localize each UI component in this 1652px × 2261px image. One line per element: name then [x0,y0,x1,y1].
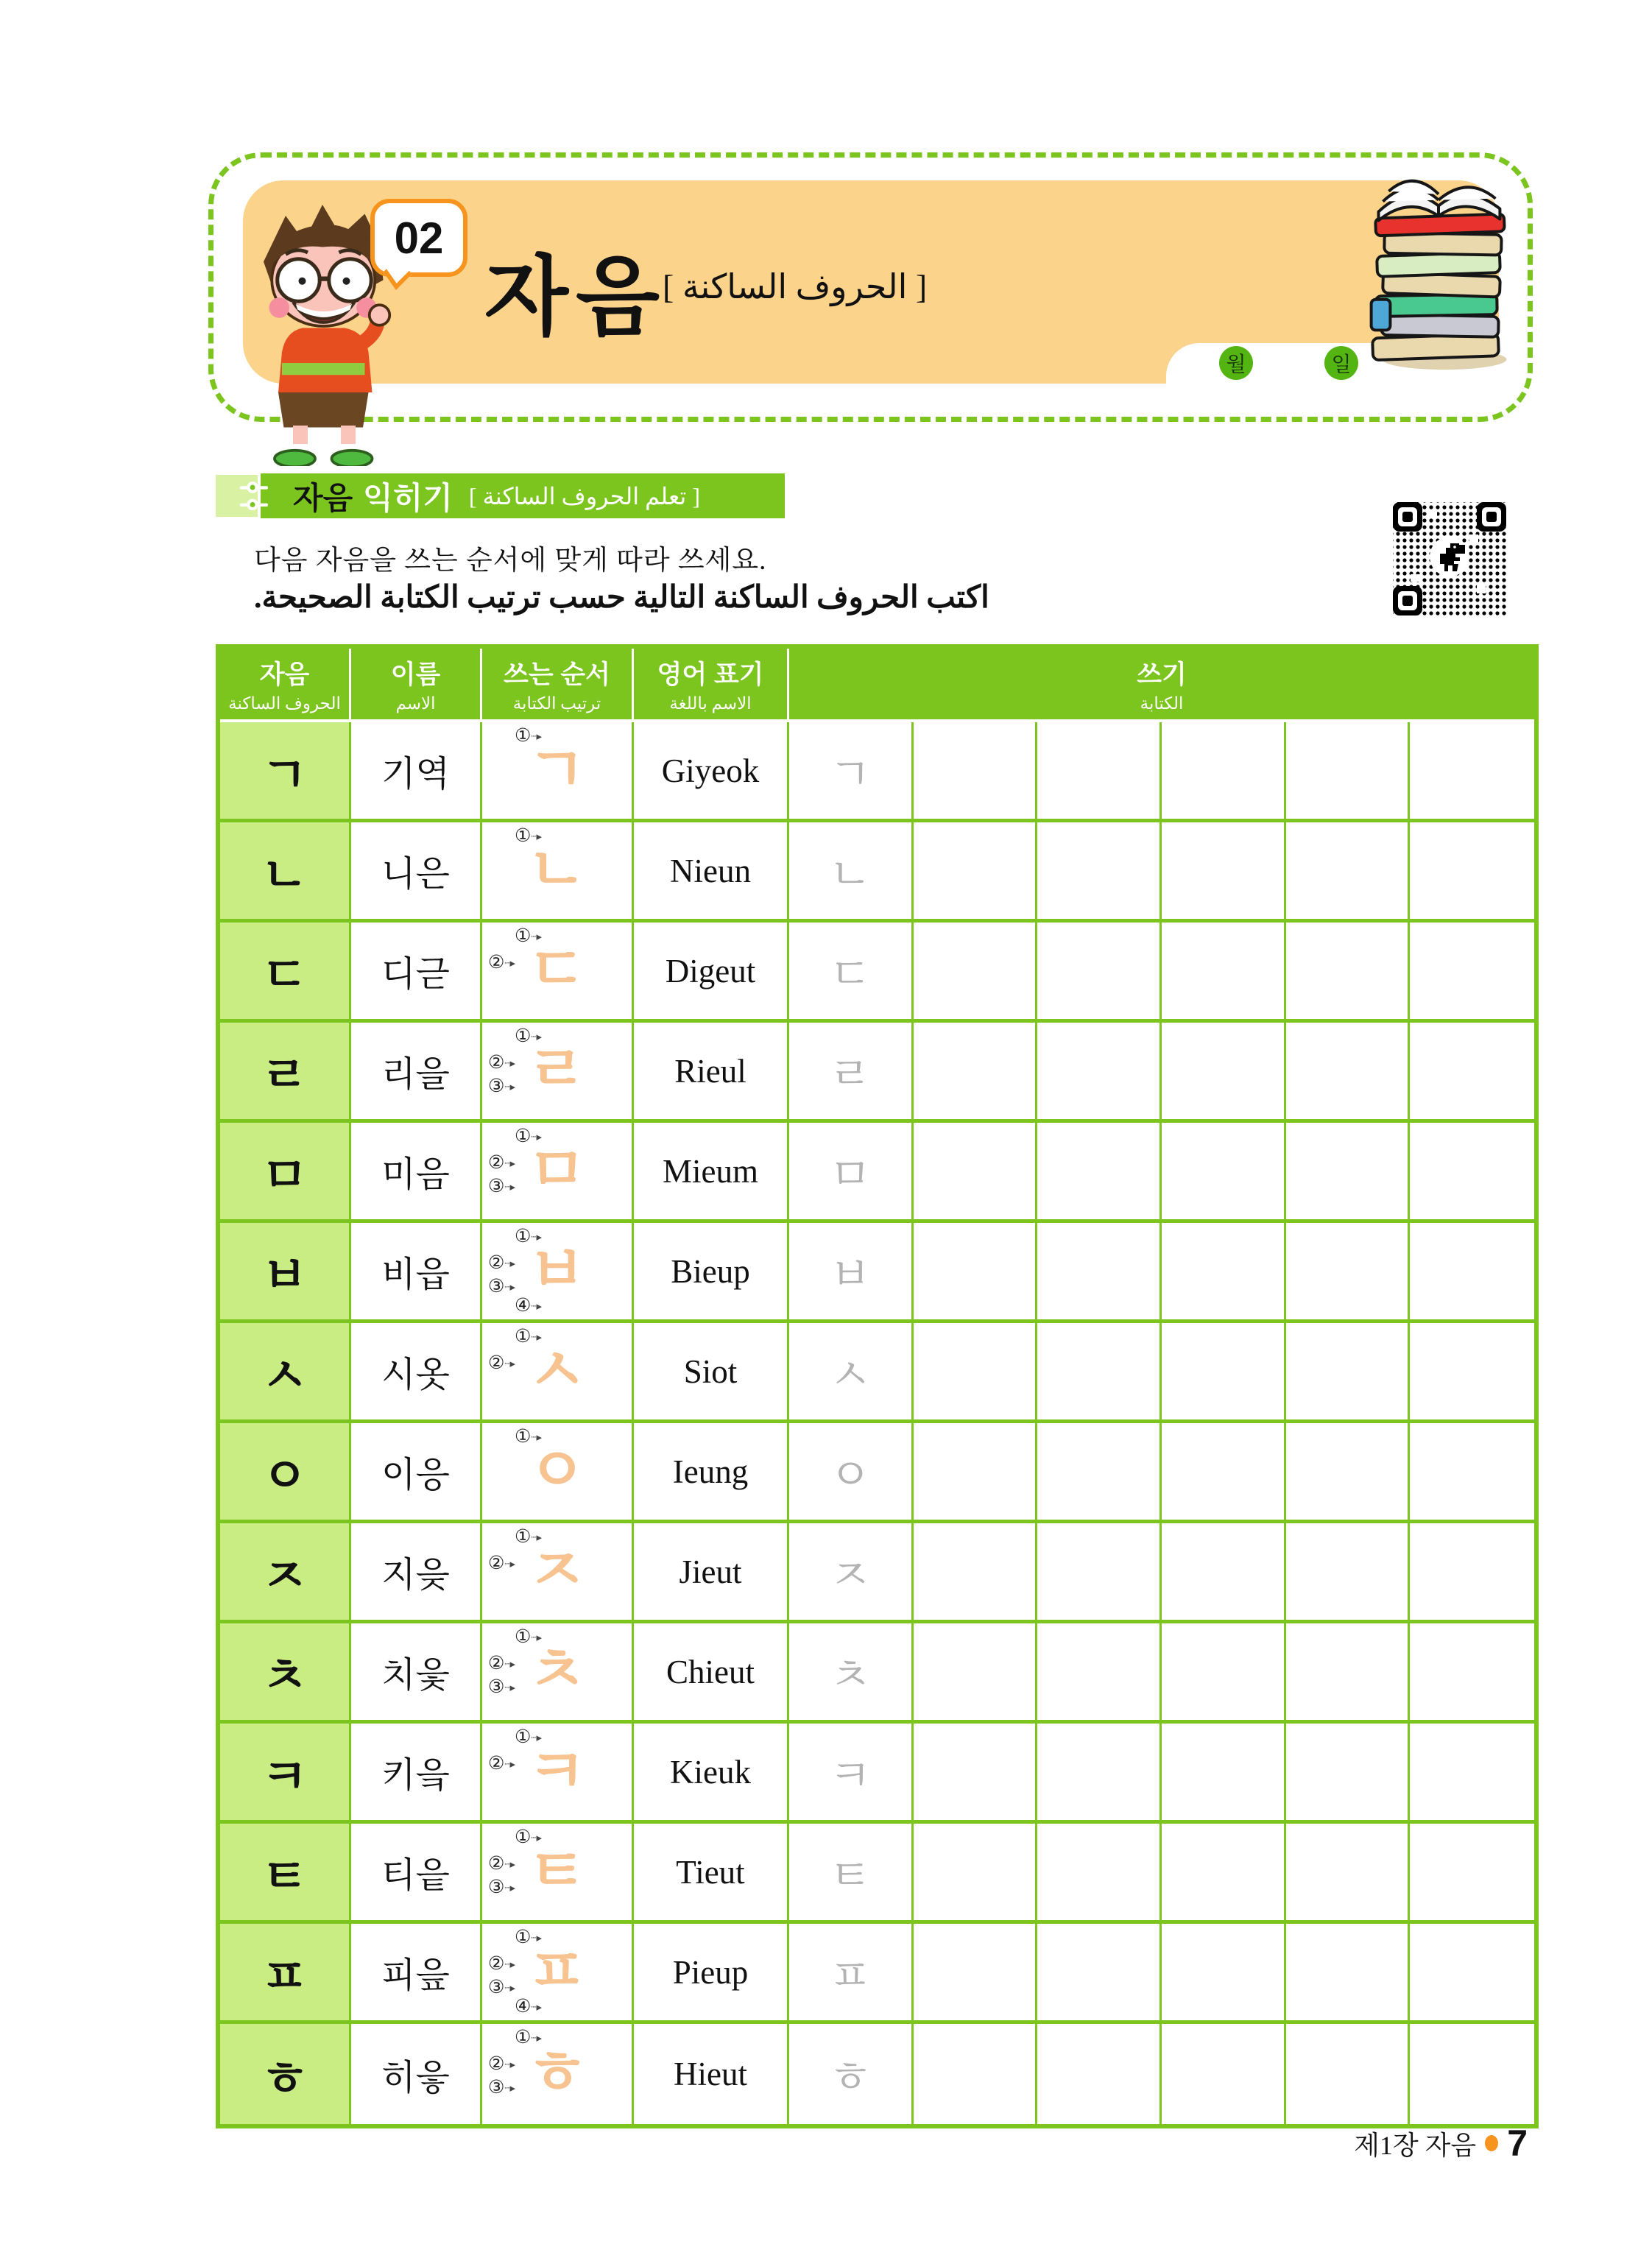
practice-cell [1162,722,1286,822]
practice-cell [1037,1924,1162,2024]
practice-cell [914,923,1038,1023]
stroke-number: ④ ┈▸ [515,1997,540,2016]
name-cell: 히읗 [351,2024,482,2124]
header-ko: 이름 [390,660,441,689]
stroke-number: ② ┈▸ [488,953,514,972]
practice-cell [1410,822,1534,923]
practice-cell [1162,1223,1286,1323]
practice-cell [914,1423,1038,1523]
name-cell: 시옷 [351,1323,482,1423]
name-cell: 니은 [351,822,482,923]
english-cell: Nieun [634,822,789,923]
stroke-number: ① ┈▸ [515,1327,540,1346]
stroke-order-glyph: ㅊ [526,1637,587,1706]
name-cell: 티읕 [351,1824,482,1924]
header-ko: 영어 표기 [657,660,764,689]
consonant-cell: ㄷ [220,923,351,1023]
stroke-number: ② ┈▸ [488,1654,514,1673]
instruction-korean: 다음 자음을 쓰는 순서에 맞게 따라 쓰세요. [254,546,767,576]
practice-cell-trace: ㄱ [789,722,914,822]
practice-cell [1037,1623,1162,1724]
stroke-number: ① ┈▸ [515,1428,540,1446]
practice-cell-trace: ㅈ [789,1523,914,1623]
practice-cell [1410,1023,1534,1123]
consonant-cell: ㅅ [220,1323,351,1423]
practice-cell [1410,1123,1534,1223]
stroke-order-cell [482,1924,634,2024]
page-footer [1178,2122,1528,2165]
stroke-number: ② ┈▸ [488,1154,514,1172]
practice-cell [1162,1623,1286,1724]
stroke-number: ① ┈▸ [515,1227,540,1246]
name-cell: 치읓 [351,1623,482,1724]
stroke-number: ① ┈▸ [515,1728,540,1746]
practice-cell [1162,2024,1286,2124]
stroke-number: ② ┈▸ [488,1955,514,1973]
stroke-number: ① ┈▸ [515,927,540,945]
practice-cell [1037,722,1162,822]
practice-cell [1162,923,1286,1023]
name-cell: 디귿 [351,923,482,1023]
practice-cell-trace: ㄹ [789,1023,914,1123]
practice-cell-trace: ㅅ [789,1323,914,1423]
practice-cell-trace: ㄷ [789,923,914,1023]
stroke-number: ② ┈▸ [488,1554,514,1573]
english-cell: Mieum [634,1123,789,1223]
stroke-order-cell [482,1223,634,1323]
english-cell: Pieup [634,1924,789,2024]
consonant-cell: ㅈ [220,1523,351,1623]
practice-cell [1162,1123,1286,1223]
practice-cell-trace: ㄴ [789,822,914,923]
practice-cell [1286,1123,1411,1223]
practice-cell [1286,1423,1411,1523]
practice-cell [1410,1623,1534,1724]
stroke-order-cell [482,1023,634,1123]
english-cell: Chieut [634,1623,789,1724]
practice-cell-trace: ㅇ [789,1423,914,1523]
practice-cell-trace: ㅌ [789,1824,914,1924]
practice-cell [1162,822,1286,923]
practice-cell-trace: ㅋ [789,1724,914,1824]
stroke-number: ① ┈▸ [515,2028,540,2047]
stroke-order-cell [482,1724,634,1824]
practice-cell [1410,1323,1534,1423]
name-cell: 리을 [351,1023,482,1123]
stroke-number: ① ┈▸ [515,827,540,845]
lesson-number-badge: 02 [370,199,467,277]
consonant-table [216,644,1539,2128]
consonant-cell: ㅇ [220,1423,351,1523]
practice-cell [1286,1523,1411,1623]
stroke-number: ③ ┈▸ [488,1177,514,1196]
practice-cell [1410,2024,1534,2124]
practice-cell [1286,722,1411,822]
practice-cell [1037,822,1162,923]
consonant-cell: ㅍ [220,1924,351,2024]
name-cell: 지읒 [351,1523,482,1623]
stroke-number: ① ┈▸ [515,1127,540,1146]
practice-cell [1410,722,1534,822]
practice-cell [1037,1824,1162,1924]
practice-cell [914,1724,1038,1824]
practice-cell [1286,1724,1411,1824]
page-title: 자음 [484,249,667,346]
english-cell: Rieul [634,1023,789,1123]
practice-cell [1162,1523,1286,1623]
section-title-korean: 자음 [293,480,353,515]
consonant-cell: ㅋ [220,1724,351,1824]
header-ar: ترتيب الكتابة [512,694,601,713]
page-number: 7 [1507,2123,1528,2164]
stroke-order-glyph: ㅈ [526,1537,587,1606]
practice-cell [1162,1323,1286,1423]
stroke-number: ① ┈▸ [515,727,540,745]
section-title-korean-2: 익히기 [363,480,453,515]
stroke-number: ① ┈▸ [515,1027,540,1045]
page-title-arabic: [ الحروف الساكنة ] [663,268,928,306]
english-cell: Kieuk [634,1724,789,1824]
consonant-cell: ㅌ [220,1824,351,1924]
stroke-order-glyph: ㄴ [526,836,587,905]
consonant-cell: ㅊ [220,1623,351,1724]
practice-cell [914,1323,1038,1423]
header-ko: 쓰기 [1137,660,1187,689]
stroke-number: ③ ┈▸ [488,1878,514,1897]
stroke-number: ③ ┈▸ [488,1277,514,1296]
stroke-order-cell [482,1523,634,1623]
practice-cell [1410,1724,1534,1824]
stroke-number: ① ┈▸ [515,1828,540,1846]
sprout-bullets-icon [236,478,280,516]
practice-cell [1162,1824,1286,1924]
stroke-order-cell [482,1623,634,1724]
practice-cell [1162,1924,1286,2024]
column-header-english [634,649,789,722]
practice-cell [1037,1123,1162,1223]
stroke-order-glyph: ㅎ [526,2039,587,2108]
practice-cell [1410,1223,1534,1323]
qr-code [1388,498,1511,620]
stroke-order-glyph: ㅋ [526,1737,587,1806]
practice-cell-trace: ㅂ [789,1223,914,1323]
stroke-order-glyph: ㄷ [526,936,587,1005]
practice-cell [1286,2024,1411,2124]
instruction-arabic: اكتب الحروف الساكنة التالية حسب ترتيب الكتابة الصحيحة. [254,581,989,615]
stroke-number: ③ ┈▸ [488,2078,514,2097]
column-header-consonant [220,649,351,722]
stroke-order-cell [482,722,634,822]
practice-cell [914,2024,1038,2124]
book-stack-illustration [1356,163,1518,375]
practice-cell [1286,1223,1411,1323]
consonant-cell: ㄴ [220,822,351,923]
consonant-cell: ㄹ [220,1023,351,1123]
header-ko: 쓰는 순서 [504,660,610,689]
english-cell: Hieut [634,2024,789,2124]
practice-cell [914,1924,1038,2024]
name-cell: 미음 [351,1123,482,1223]
stroke-order-cell [482,923,634,1023]
stroke-order-glyph: ㅅ [526,1336,587,1405]
english-cell: Tieut [634,1824,789,1924]
practice-cell [914,1523,1038,1623]
practice-cell [1162,1023,1286,1123]
english-cell: Siot [634,1323,789,1423]
name-cell: 피읖 [351,1924,482,2024]
practice-cell-trace: ㅊ [789,1623,914,1724]
practice-cell [1037,1223,1162,1323]
stroke-order-glyph: ㅁ [526,1136,587,1205]
stroke-order-cell [482,2024,634,2124]
practice-cell [1286,1323,1411,1423]
practice-cell [1410,923,1534,1023]
month-badge: 월 [1219,346,1253,380]
stroke-order-glyph: ㄹ [526,1036,587,1105]
column-header-stroke-order [482,649,634,722]
practice-cell [1410,1423,1534,1523]
stroke-number: ① ┈▸ [515,1628,540,1646]
practice-cell [914,1824,1038,1924]
stroke-order-cell [482,822,634,923]
practice-cell [914,722,1038,822]
stroke-order-cell [482,1824,634,1924]
practice-cell [1286,1824,1411,1924]
practice-cell [914,822,1038,923]
chapter-label: 제1장 자음 [1354,2130,1477,2160]
english-cell: Digeut [634,923,789,1023]
practice-cell-trace: ㅁ [789,1123,914,1223]
stroke-number: ② ┈▸ [488,2055,514,2073]
stroke-number: ② ┈▸ [488,1254,514,1272]
practice-cell [1037,923,1162,1023]
stroke-order-glyph: ㅇ [526,1436,587,1506]
stroke-number: ③ ┈▸ [488,1978,514,1997]
english-cell: Giyeok [634,722,789,822]
stroke-number: ② ┈▸ [488,1354,514,1372]
practice-cell [1037,2024,1162,2124]
stroke-order-cell [482,1423,634,1523]
stroke-number: ② ┈▸ [488,1855,514,1873]
stroke-order-glyph: ㄱ [526,736,587,805]
practice-cell [1286,822,1411,923]
practice-cell [1037,1523,1162,1623]
practice-cell [1037,1423,1162,1523]
practice-cell-trace: ㅎ [789,2024,914,2124]
practice-cell [1286,1924,1411,2024]
practice-cell [1037,1724,1162,1824]
practice-cell [914,1023,1038,1123]
practice-cell [1286,1023,1411,1123]
name-cell: 키읔 [351,1724,482,1824]
header-ar: الكتابة [1140,694,1184,713]
consonant-cell: ㅎ [220,2024,351,2124]
practice-cell [914,1223,1038,1323]
stroke-number: ③ ┈▸ [488,1077,514,1096]
practice-cell-trace: ㅍ [789,1924,914,2024]
practice-cell [1410,1523,1534,1623]
stroke-number: ④ ┈▸ [515,1297,540,1315]
stroke-number: ② ┈▸ [488,1754,514,1773]
practice-cell [914,1123,1038,1223]
practice-cell [1286,1623,1411,1724]
practice-cell [1037,1323,1162,1423]
section-header [261,473,785,518]
practice-cell [1410,1824,1534,1924]
stroke-order-cell [482,1323,634,1423]
header-ar: الاسم [395,694,436,713]
stroke-number: ③ ┈▸ [488,1678,514,1696]
practice-cell [1162,1724,1286,1824]
name-cell: 비읍 [351,1223,482,1323]
name-cell: 기역 [351,722,482,822]
stroke-number: ① ┈▸ [515,1528,540,1546]
practice-cell [1286,923,1411,1023]
practice-cell [1410,1924,1534,2024]
day-badge: 일 [1324,346,1358,380]
consonant-cell: ㅂ [220,1223,351,1323]
consonant-cell: ㄱ [220,722,351,822]
stroke-order-cell [482,1123,634,1223]
stroke-order-glyph: ㅂ [526,1236,587,1305]
column-header-writing [789,649,1534,722]
practice-cell [914,1623,1038,1724]
stroke-number: ① ┈▸ [515,1928,540,1947]
stroke-order-glyph: ㅍ [526,1937,587,2006]
stroke-number: ② ┈▸ [488,1054,514,1072]
english-cell: Jieut [634,1523,789,1623]
header-ko: 자음 [259,660,310,689]
header-ar: الاسم باللغة [669,694,752,713]
english-cell: Bieup [634,1223,789,1323]
header-ar: الحروف الساكنة [228,694,341,713]
stroke-order-glyph: ㅌ [526,1837,587,1906]
footer-dot-icon [1485,2135,1498,2151]
name-cell: 이응 [351,1423,482,1523]
column-header-name [351,649,482,722]
section-title-arabic: [ تعلم الحروف الساكنة ] [468,482,700,509]
consonant-cell: ㅁ [220,1123,351,1223]
practice-cell [1162,1423,1286,1523]
practice-cell [1037,1023,1162,1123]
english-cell: Ieung [634,1423,789,1523]
